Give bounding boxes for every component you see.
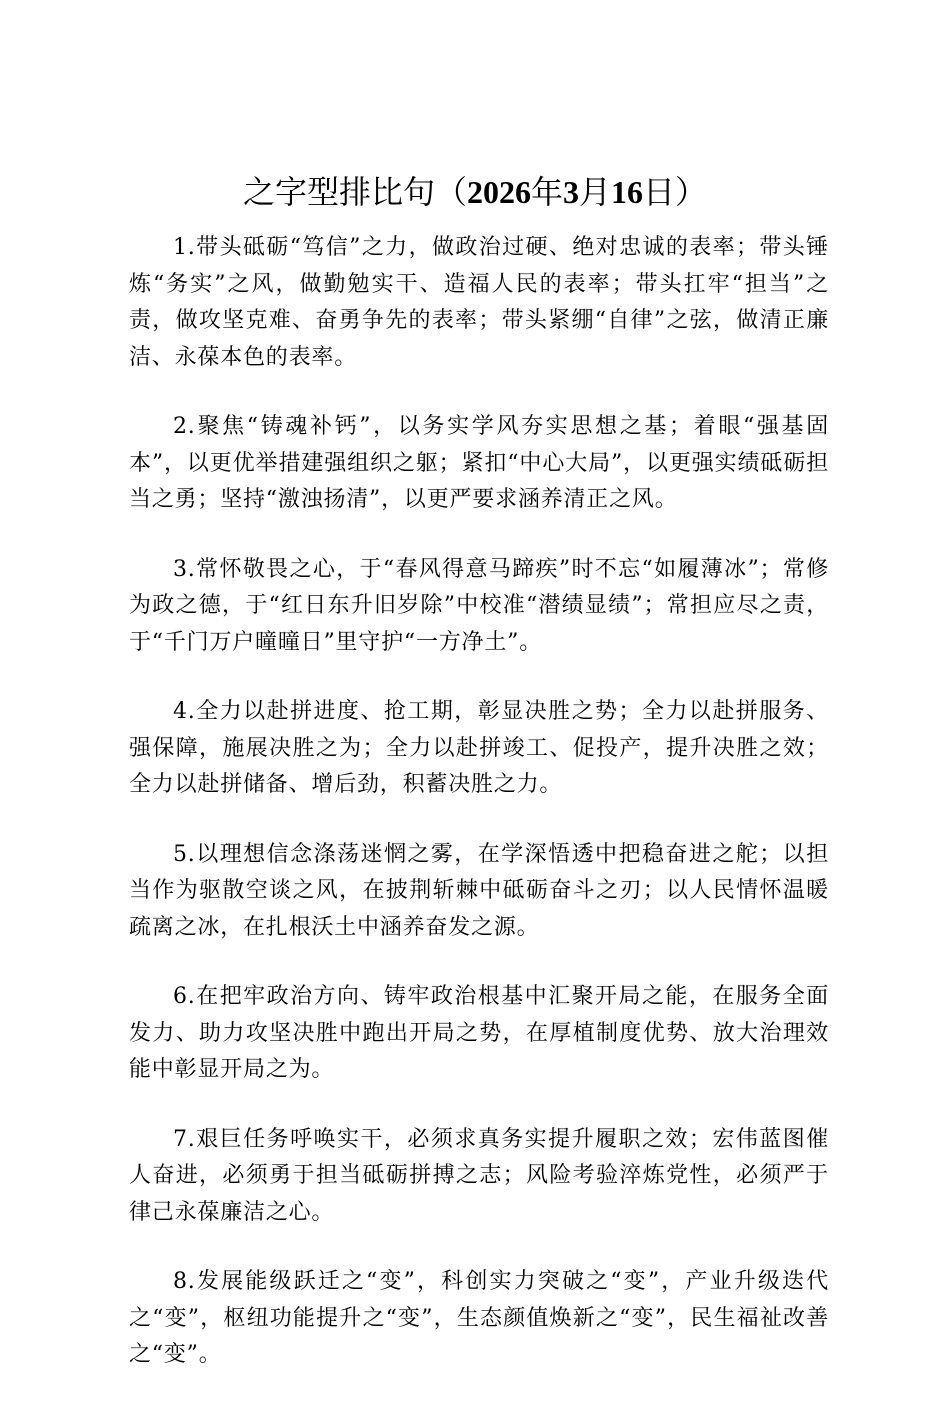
document-title <box>0 166 950 218</box>
paragraph-8: 8.发展能级跃迁之“变”，科创实力突破之“变”，产业升级迭代之“变”，枢纽功能提升之“变”，生态颜值焕新之“变”，民生福祉改善之“变”。 <box>129 1269 829 1367</box>
title-prefix: 之字型排比句（ <box>242 173 467 211</box>
document-body <box>129 230 829 1407</box>
paragraph-3: 3.常怀敬畏之心，于“春风得意马蹄疾”时不忘“如履薄冰”；常修为政之德，于“红日东升旧岁除”中校准“潜绩显绩”；常担应尽之责，于“千门万户曈曈日”里守护“一方净土”。 <box>129 556 829 655</box>
title-month-suffix: 月 <box>579 173 612 211</box>
paragraph-4: 4.全力以赴拼进度、抢工期，彰显决胜之势；全力以赴拼服务、强保障，施展决胜之为；全力以赴拼竣工、促投产，提升决胜之效；全力以赴拼储备、增后劲，积蓄决胜之力。 <box>129 699 829 797</box>
title-day: 16 <box>611 174 644 210</box>
title-year: 2026 <box>466 174 531 210</box>
paragraph-5: 5.以理想信念涤荡迷惘之雾，在学深悟透中把稳奋进之舵；以担当作为驱散空谈之风，在披荆斩棘中砥砺奋斗之刃；以人民情怀温暖疏离之冰，在扎根沃土中涵养奋发之源。 <box>129 841 829 940</box>
paragraph-2: 2.聚焦“铸魂补钙”，以务实学风夯实思想之基；着眼“强基固本”，以更优举措建强组织之躯；紧扣“中心大局”，以更强实绩砥砺担当之勇；坚持“激浊扬清”，以更严要求涵养清正之风。 <box>129 414 829 512</box>
title-month: 3 <box>563 174 579 210</box>
paragraph-1: 1.带头砥砺“笃信”之力，做政治过硬、绝对忠诚的表率；带头锤炼“务实”之风，做勤勉实干、造福人民的表率；带头扛牢“担当”之责，做攻坚克难、奋勇争先的表率；带头紧绷“自律”之弦，做清正廉洁、永葆本色的表率。 <box>129 235 829 370</box>
title-day-suffix: 日） <box>643 173 708 211</box>
paragraph-7: 7.艰巨任务呼唤实干，必须求真务实提升履职之效；宏伟蓝图催人奋进，必须勇于担当砥砺拼搏之志；风险考验淬炼党性，必须严于律己永葆廉洁之心。 <box>129 1126 829 1225</box>
title-year-suffix: 年 <box>530 173 563 211</box>
paragraph-6: 6.在把牢政治方向、铸牢政治根基中汇聚开局之能，在服务全面发力、助力攻坚决胜中跑出开局之势，在厚植制度优势、放大治理效能中彰显开局之为。 <box>129 984 829 1082</box>
